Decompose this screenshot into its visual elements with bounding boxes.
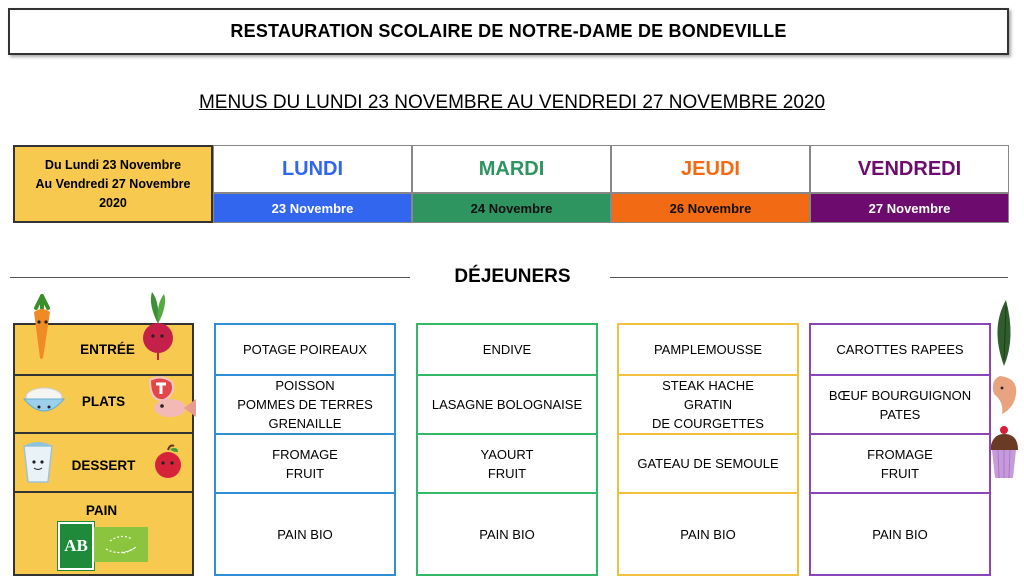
menu-column-jeudi <box>617 323 799 576</box>
menu-pain-jeudi: PAIN BIO <box>680 526 736 542</box>
category-plats-label: PLATS <box>81 393 126 409</box>
menu-column-mardi <box>416 323 598 576</box>
menu-dessert-jeudi: GATEAU DE SEMOULE <box>637 456 779 471</box>
divider-left <box>10 277 410 278</box>
category-dessert-label: DESSERT <box>71 458 136 473</box>
beet-icon <box>138 290 178 362</box>
menu-entree-jeudi: PAMPLEMOUSSE <box>653 342 763 357</box>
week-label <box>13 145 213 223</box>
day-date-jeudi: 26 Novembre <box>611 193 810 223</box>
menu-dessert-mardi: YAOURT FRUIT <box>480 446 534 481</box>
day-date-mardi: 24 Novembre <box>412 193 611 223</box>
menu-period-heading: MENUS DU LUNDI 23 NOVEMBRE AU VENDREDI 27 NOVEMBRE 2020 <box>198 92 826 113</box>
rice-bowl-icon <box>20 383 68 419</box>
apple-icon <box>150 444 186 480</box>
menu-plats-mardi: LASAGNE BOLOGNAISE <box>431 397 583 412</box>
menu-plats-jeudi: STEAK HACHE GRATIN DE COURGETTES <box>652 378 764 431</box>
cupcake-icon <box>986 424 1020 480</box>
menu-column-lundi <box>214 323 396 576</box>
day-name-lundi: LUNDI <box>213 145 412 193</box>
fish-icon <box>150 394 198 422</box>
menu-entree-vendredi: CAROTTES RAPEES <box>836 342 964 357</box>
menu-plats-vendredi: BŒUF BOURGUIGNON PATES <box>828 387 972 422</box>
menu-dessert-lundi: FROMAGE FRUIT <box>272 446 338 481</box>
category-entree-label: ENTRÉE <box>80 342 135 357</box>
eu-organic-logo-icon <box>94 527 148 562</box>
yogurt-icon <box>20 440 56 486</box>
menu-plats-lundi: POISSON POMMES DE TERRES GRENAILLE <box>237 378 373 431</box>
divider-right <box>610 277 1008 278</box>
page-title: RESTAURATION SCOLAIRE DE NOTRE-DAME DE BONDEVILLE <box>8 8 1009 55</box>
section-title-dejeuners: DÉJEUNERS <box>454 266 571 287</box>
menu-pain-lundi: PAIN BIO <box>277 526 333 542</box>
category-pain-label: PAIN <box>85 503 118 518</box>
ab-logo-text: AB <box>64 536 88 555</box>
week-label-text: Du Lundi 23 Novembre Au Vendredi 27 Novembre 2020 <box>35 157 191 210</box>
ab-logo-icon <box>58 522 94 570</box>
menu-entree-mardi: ENDIVE <box>482 342 532 357</box>
menu-dessert-vendredi: FROMAGE FRUIT <box>867 446 933 481</box>
carrot-icon <box>26 292 58 362</box>
menu-pain-mardi: PAIN BIO <box>479 526 535 542</box>
day-name-vendredi: VENDREDI <box>810 145 1009 193</box>
day-name-jeudi: JEUDI <box>611 145 810 193</box>
day-name-mardi: MARDI <box>412 145 611 193</box>
menu-pain-vendredi: PAIN BIO <box>872 526 928 542</box>
day-date-vendredi: 27 Novembre <box>810 193 1009 223</box>
menu-entree-lundi: POTAGE POIREAUX <box>242 342 367 357</box>
candy-icon <box>990 372 1020 416</box>
day-date-lundi: 23 Novembre <box>213 193 412 223</box>
menu-column-vendredi <box>809 323 991 576</box>
